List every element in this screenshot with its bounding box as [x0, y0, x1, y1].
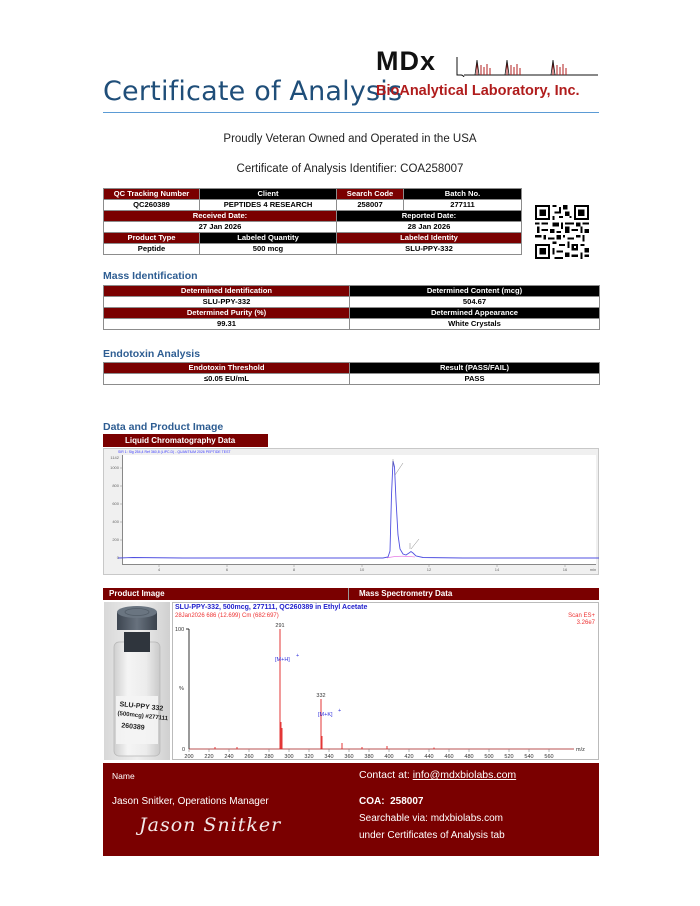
svg-text:260389: 260389	[120, 722, 145, 732]
signature: Jason Snitker	[139, 814, 282, 836]
svg-text:500: 500	[484, 754, 494, 760]
header-determined-purity: Determined Purity (%)	[104, 308, 350, 319]
svg-text:%: %	[179, 686, 184, 692]
determined-appearance-value: White Crystals	[350, 319, 600, 330]
tab-note: under Certificates of Analysis tab	[359, 830, 505, 841]
signature-footer	[103, 763, 599, 856]
svg-text:(500mcg) #277111: (500mcg) #277111	[117, 710, 169, 723]
svg-text:400: 400	[112, 519, 119, 524]
ms-chart-subtitle: 28Jan2026 686 (12.699) Cm (682:697)	[175, 613, 279, 619]
header-endotoxin-threshold: Endotoxin Threshold	[104, 363, 350, 374]
product-image-label: Product Image	[109, 589, 165, 598]
svg-text:380: 380	[364, 754, 374, 760]
email-link[interactable]: info@mdxbiolabs.com	[412, 769, 517, 781]
qr-code-icon[interactable]	[535, 205, 589, 259]
signer-name: Jason Snitker, Operations Manager	[112, 796, 269, 807]
svg-text:1142: 1142	[110, 455, 119, 460]
svg-text:6: 6	[225, 567, 229, 572]
header-result: Result (PASS/FAIL)	[350, 363, 600, 374]
header-product-type: Product Type	[104, 233, 200, 244]
svg-text:560: 560	[544, 754, 554, 760]
svg-text:0: 0	[116, 555, 119, 560]
endotoxin-threshold-value: ≤0.05 EU/mL	[104, 374, 350, 385]
lower-section-header	[103, 588, 599, 600]
svg-text:400: 400	[384, 754, 394, 760]
batch-no-value: 277111	[404, 200, 522, 211]
ms-scan-info: Scan ES+ 3.26e7	[568, 613, 595, 626]
page-title: Certificate of Analysis	[103, 76, 403, 107]
svg-text:8: 8	[292, 567, 296, 572]
product-image	[104, 602, 170, 760]
endotoxin-result-value: PASS	[350, 374, 600, 385]
lc-data-tab: Liquid Chromatography Data	[103, 434, 268, 447]
svg-text:460: 460	[444, 754, 454, 760]
svg-text:291: 291	[275, 623, 285, 629]
header-determined-identification: Determined Identification	[104, 286, 350, 297]
tagline: Proudly Veteran Owned and Operated in the USA	[223, 133, 477, 145]
svg-text:4: 4	[157, 567, 161, 572]
company-name: BioAnalytical Laboratory, Inc.	[376, 83, 580, 99]
searchable-note: Searchable via: mdxbiolabs.com	[359, 813, 503, 824]
search-code-value: 258007	[337, 200, 404, 211]
svg-text:800: 800	[112, 483, 119, 488]
header-labeled-quantity: Labeled Quantity	[200, 233, 337, 244]
svg-text:520: 520	[504, 754, 514, 760]
labeled-identity-value: SLU-PPY-332	[337, 244, 522, 255]
determined-purity-value: 99.31	[104, 319, 350, 330]
info-table	[103, 188, 522, 255]
mass-identification-table	[103, 285, 600, 330]
vial-illustration	[104, 602, 170, 760]
svg-text:360: 360	[344, 754, 354, 760]
svg-text:min: min	[589, 567, 597, 572]
lc-chart-header: SIR 1: Sig 254,4 Ref 360,8 (LIPC.D) - QUANTIUM 2026 PEPTIDE TEST	[118, 450, 231, 454]
svg-text:[M+H]: [M+H]	[275, 657, 290, 663]
product-type-value: Peptide	[104, 244, 200, 255]
svg-text:420: 420	[404, 754, 414, 760]
ms-data-label: Mass Spectrometry Data	[359, 589, 453, 598]
svg-text:12: 12	[426, 567, 432, 572]
client-value: PEPTIDES 4 RESEARCH	[200, 200, 337, 211]
svg-text:+: +	[296, 653, 300, 659]
svg-text:0: 0	[182, 747, 186, 753]
reported-date-value: 28 Jan 2026	[337, 222, 522, 233]
determined-identification-value: SLU-PPY-332	[104, 297, 350, 308]
data-section-title: Data and Product Image	[103, 421, 224, 433]
name-label: Name	[112, 771, 135, 781]
lc-chromatogram	[103, 455, 599, 575]
svg-text:240: 240	[224, 754, 234, 760]
header-received-date: Received Date:	[104, 211, 337, 222]
contact-line: Contact at: info@mdxbiolabs.com	[359, 769, 517, 781]
svg-text:220: 220	[204, 754, 214, 760]
header-search-code: Search Code	[337, 189, 404, 200]
header-batch-no: Batch No.	[404, 189, 522, 200]
ms-spectrum	[172, 620, 599, 760]
header-labeled-identity: Labeled Identity	[337, 233, 522, 244]
svg-text:300: 300	[284, 754, 294, 760]
chromatogram-logo-icon	[455, 55, 598, 77]
svg-text:332: 332	[316, 693, 326, 699]
svg-text:280: 280	[264, 754, 274, 760]
determined-content-value: 504.67	[350, 297, 600, 308]
endotoxin-title: Endotoxin Analysis	[103, 348, 201, 360]
endotoxin-table	[103, 362, 600, 385]
header-determined-content: Determined Content (mcg)	[350, 286, 600, 297]
svg-text:10: 10	[359, 567, 365, 572]
header-divider	[103, 112, 599, 113]
svg-text:+: +	[338, 708, 342, 714]
svg-text:16: 16	[562, 567, 568, 572]
qc-tracking-value: QC260389	[104, 200, 200, 211]
header-divider	[348, 588, 349, 600]
svg-text:200: 200	[184, 754, 194, 760]
svg-text:480: 480	[464, 754, 474, 760]
logo-mark: MDx	[376, 46, 437, 76]
svg-text:260: 260	[244, 754, 254, 760]
svg-text:600: 600	[112, 501, 119, 506]
header-determined-appearance: Determined Appearance	[350, 308, 600, 319]
svg-text:100: 100	[175, 627, 185, 633]
svg-text:440: 440	[424, 754, 434, 760]
coa-number: COA: 258007	[359, 796, 424, 807]
svg-text:200: 200	[112, 537, 119, 542]
svg-text:SLU-PPY 332: SLU-PPY 332	[119, 701, 164, 713]
header-reported-date: Reported Date:	[337, 211, 522, 222]
received-date-value: 27 Jan 2026	[104, 222, 337, 233]
svg-text:[M+K]: [M+K]	[318, 712, 333, 718]
header-qc-tracking: QC Tracking Number	[104, 189, 200, 200]
svg-text:340: 340	[324, 754, 334, 760]
header-client: Client	[200, 189, 337, 200]
svg-text:m/z: m/z	[576, 747, 585, 753]
ms-chart-title: SLU-PPY-332, 500mcg, 277111, QC260389 in Ethyl Acetate	[175, 604, 368, 611]
coa-identifier: Certificate of Analysis Identifier: COA258007	[236, 163, 464, 175]
svg-text:1000: 1000	[110, 465, 119, 470]
svg-text:14: 14	[494, 567, 500, 572]
labeled-quantity-value: 500 mcg	[200, 244, 337, 255]
svg-text:540: 540	[524, 754, 534, 760]
mass-identification-title: Mass Identification	[103, 270, 198, 282]
svg-text:320: 320	[304, 754, 314, 760]
